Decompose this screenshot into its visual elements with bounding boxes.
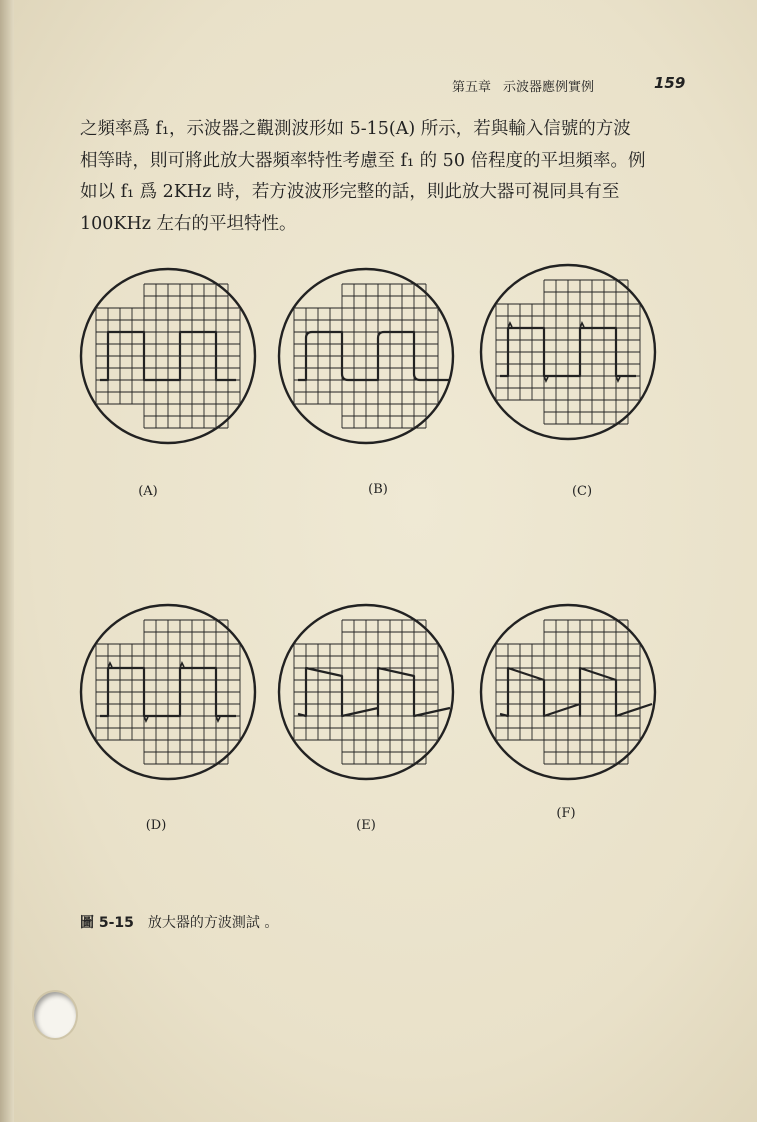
oscilloscope-screen-f [478,602,658,782]
page-number: 159 [654,74,686,92]
panel-label-d: (D) [145,818,167,833]
body-line: 100KHz 左右的平坦特性。 [80,213,297,234]
body-line: 之頻率爲 f₁，示波器之觀測波形如 5-15(A) 所示，若與輸入信號的方波 [80,119,631,139]
figure-number: 圖 5-15 [80,915,134,931]
running-header [452,76,594,95]
scope-svg [478,602,658,782]
scope-svg [276,602,456,782]
body-line: 相等時，則可將此放大器頻率特性考慮至 f₁ 的 50 倍程度的平坦頻率。例 [80,150,646,171]
oscilloscope-screen-c [478,262,658,442]
graticule [496,280,640,424]
panel-label-e: (E) [356,818,376,833]
scope-svg [478,262,658,442]
scope-svg [78,602,258,782]
page-edge-shadow [0,0,14,1122]
scope-svg [276,266,456,446]
graticule [96,620,240,764]
oscilloscope-screen-e [276,602,456,782]
panel-label-a: (A) [138,484,158,499]
panel-label-b: (B) [368,482,388,497]
body-line: 如以 f₁ 爲 2KHz 時，若方波波形完整的話，則此放大器可視同具有至 [80,182,620,202]
oscilloscope-screen-d [78,602,258,782]
panel-label-c: (C) [571,484,593,499]
graticule [96,284,240,428]
figure-caption [80,912,278,932]
graticule [294,284,438,428]
chapter-label: 第五章 [452,80,492,95]
panel-label-f: (F) [556,806,576,821]
binding-hole [34,992,76,1038]
oscilloscope-screen-a [78,266,258,446]
oscilloscope-screen-b [276,266,456,446]
graticule [294,620,438,764]
figure-caption-text: 放大器的方波測試 。 [147,915,279,931]
graticule [496,620,640,764]
chapter-title: 示波器應例實例 [503,80,595,95]
body-paragraph [80,114,680,240]
scope-svg [78,266,258,446]
